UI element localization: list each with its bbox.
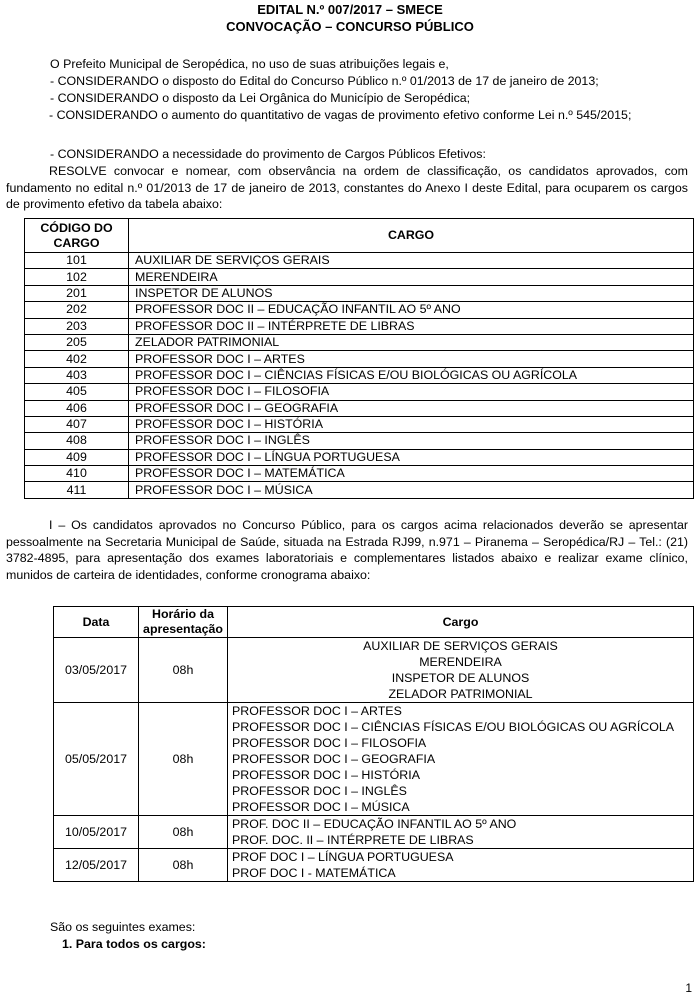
schedule-time-cell: 08h xyxy=(139,816,228,849)
cargo-code-cell: 101 xyxy=(25,253,129,269)
schedule-cargo-item: PROF. DOC II – EDUCAÇÃO INFANTIL AO 5º ANO xyxy=(232,817,517,831)
schedule-time-cell: 08h xyxy=(139,849,228,882)
considerando-4: - CONSIDERANDO a necessidade do provimento de Cargos Públicos Efetivos: xyxy=(50,147,486,161)
page-number: 1 xyxy=(685,981,692,995)
table-row xyxy=(25,384,694,400)
cargo-header: Cargo xyxy=(228,607,694,638)
schedule-cargo-item: PROF DOC I – LÍNGUA PORTUGUESA xyxy=(232,850,454,864)
considerando-2: - CONSIDERANDO o disposto da Lei Orgânica do Município de Seropédica; xyxy=(50,91,471,105)
cargo-code-cell: 403 xyxy=(25,367,129,383)
schedule-table xyxy=(53,606,694,882)
edital-subtitle: CONVOCAÇÃO – CONCURSO PÚBLICO xyxy=(226,19,474,34)
schedule-cargo-item: ZELADOR PATRIMONIAL xyxy=(388,687,533,701)
cargo-code-cell: 405 xyxy=(25,384,129,400)
schedule-cargo-item: PROFESSOR DOC I – HISTÓRIA xyxy=(232,768,420,782)
table-row xyxy=(25,302,694,318)
table-row xyxy=(25,433,694,449)
schedule-date-cell: 03/05/2017 xyxy=(54,638,139,703)
table-row xyxy=(25,269,694,285)
cargo-name-cell: PROFESSOR DOC I – GEOGRAFIA xyxy=(129,400,694,416)
cargo-header: CARGO xyxy=(129,219,694,253)
cargo-code-cell: 201 xyxy=(25,285,129,301)
table-row xyxy=(25,253,694,269)
cargo-code-cell: 408 xyxy=(25,433,129,449)
schedule-cargo-item: PROFESSOR DOC I – ARTES xyxy=(232,704,402,718)
cargo-code-cell: 402 xyxy=(25,351,129,367)
schedule-row xyxy=(54,849,694,882)
schedule-date-cell: 10/05/2017 xyxy=(54,816,139,849)
exams-intro: São os seguintes exames: xyxy=(50,920,196,934)
cargo-name-cell: ZELADOR PATRIMONIAL xyxy=(129,334,694,350)
cargo-name-cell: PROFESSOR DOC I – LÍNGUA PORTUGUESA xyxy=(129,449,694,465)
cargo-code-cell: 409 xyxy=(25,449,129,465)
schedule-time-cell: 08h xyxy=(139,703,228,816)
schedule-cargo-cell xyxy=(228,703,694,816)
table-row xyxy=(25,400,694,416)
cargo-name-cell: PROFESSOR DOC II – INTÉRPRETE DE LIBRAS xyxy=(129,318,694,334)
schedule-row xyxy=(54,638,694,703)
schedule-cargo-item: PROFESSOR DOC I – GEOGRAFIA xyxy=(232,752,436,766)
cargo-name-cell: MERENDEIRA xyxy=(129,269,694,285)
table-row xyxy=(25,285,694,301)
schedule-date-cell: 05/05/2017 xyxy=(54,703,139,816)
table-row xyxy=(25,482,694,498)
schedule-cargo-item: PROFESSOR DOC I – MÚSICA xyxy=(232,800,410,814)
cargo-code-cell: 202 xyxy=(25,302,129,318)
considerando-3: - CONSIDERANDO o aumento do quantitativo de vagas de provimento efetivo conforme Lei n.º 545/2015; xyxy=(49,108,632,122)
cargo-name-cell: PROFESSOR DOC II – EDUCAÇÃO INFANTIL AO 5º ANO xyxy=(129,302,694,318)
intro-paragraph: O Prefeito Municipal de Seropédica, no uso de suas atribuições legais e, xyxy=(50,57,449,71)
table-row xyxy=(25,416,694,432)
section-i-paragraph: I – Os candidatos aprovados no Concurso Público, para os cargos acima relacionados deverão se apresentar pessoalmente na Secretaria Municipal de Saúde, situada na Estrada RJ99, n.971 – Piranema – Seropédica/RJ – Tel.: (21) 3782-4895, para apresentação dos exames laboratoriais e complementares listados abaixo e realizar exame clínico, munidos de carteira de identidades, conforme cronograma abaixo: xyxy=(6,518,688,582)
cargo-name-cell: PROFESSOR DOC I – MÚSICA xyxy=(129,482,694,498)
cargo-name-cell: PROFESSOR DOC I – INGLÊS xyxy=(129,433,694,449)
schedule-time-cell: 08h xyxy=(139,638,228,703)
cargo-code-cell: 102 xyxy=(25,269,129,285)
table-row xyxy=(25,367,694,383)
cargo-code-cell: 410 xyxy=(25,466,129,482)
schedule-row xyxy=(54,703,694,816)
schedule-cargo-item: MERENDEIRA xyxy=(419,655,502,669)
schedule-cargo-item: PROFESSOR DOC I – INGLÊS xyxy=(232,784,407,798)
cargo-name-cell: PROFESSOR DOC I – HISTÓRIA xyxy=(129,416,694,432)
cargo-code-cell: 406 xyxy=(25,400,129,416)
cargo-name-cell: AUXILIAR DE SERVIÇOS GERAIS xyxy=(129,253,694,269)
code-header: CÓDIGO DO CARGO xyxy=(25,219,129,253)
table-header-row xyxy=(25,219,694,253)
cargo-name-cell: PROFESSOR DOC I – MATEMÁTICA xyxy=(129,466,694,482)
cargo-name-cell: PROFESSOR DOC I – ARTES xyxy=(129,351,694,367)
schedule-cargo-item: PROF. DOC. II – INTÉRPRETE DE LIBRAS xyxy=(232,833,474,847)
schedule-cargo-item: INSPETOR DE ALUNOS xyxy=(391,671,530,685)
table-row xyxy=(25,318,694,334)
cargo-code-cell: 411 xyxy=(25,482,129,498)
time-header: Horário da apresentação xyxy=(139,607,228,638)
schedule-cargo-cell xyxy=(228,816,694,849)
schedule-cargo-item: PROFESSOR DOC I – CIÊNCIAS FÍSICAS E/OU BIOLÓGICAS OU AGRÍCOLA xyxy=(232,720,675,734)
cargo-code-cell: 407 xyxy=(25,416,129,432)
schedule-cargo-cell xyxy=(228,849,694,882)
cargo-code-cell: 203 xyxy=(25,318,129,334)
table-row xyxy=(25,449,694,465)
considerando-1: - CONSIDERANDO o disposto do Edital do Concurso Público n.º 01/2013 de 17 de janeiro de 2013; xyxy=(50,74,599,88)
exams-item-1: 1. Para todos os cargos: xyxy=(62,937,206,951)
schedule-row xyxy=(54,816,694,849)
cargo-codes-table xyxy=(24,218,694,499)
schedule-header-row xyxy=(54,607,694,638)
cargo-name-cell: PROFESSOR DOC I – FILOSOFIA xyxy=(129,384,694,400)
table-row xyxy=(25,334,694,350)
resolve-paragraph: RESOLVE convocar e nomear, com observância na ordem de classificação, os candidatos aprovados, com fundamento no edital n.º 01/2013 de 17 de janeiro de 2013, constantes do Anexo I deste Edital, para ocuparem os cargos de provimento efetivo da tabela abaixo: xyxy=(6,164,688,211)
cargo-name-cell: PROFESSOR DOC I – CIÊNCIAS FÍSICAS E/OU BIOLÓGICAS OU AGRÍCOLA xyxy=(129,367,694,383)
table-row xyxy=(25,351,694,367)
table-row xyxy=(25,466,694,482)
date-header: Data xyxy=(54,607,139,638)
schedule-date-cell: 12/05/2017 xyxy=(54,849,139,882)
schedule-cargo-cell xyxy=(228,638,694,703)
schedule-cargo-item: PROFESSOR DOC I – FILOSOFIA xyxy=(232,736,427,750)
edital-title: EDITAL N.º 007/2017 – SMECE xyxy=(257,2,443,17)
schedule-cargo-item: PROF DOC I - MATEMÁTICA xyxy=(232,866,396,880)
cargo-code-cell: 205 xyxy=(25,334,129,350)
cargo-name-cell: INSPETOR DE ALUNOS xyxy=(129,285,694,301)
schedule-cargo-item: AUXILIAR DE SERVIÇOS GERAIS xyxy=(363,639,558,653)
